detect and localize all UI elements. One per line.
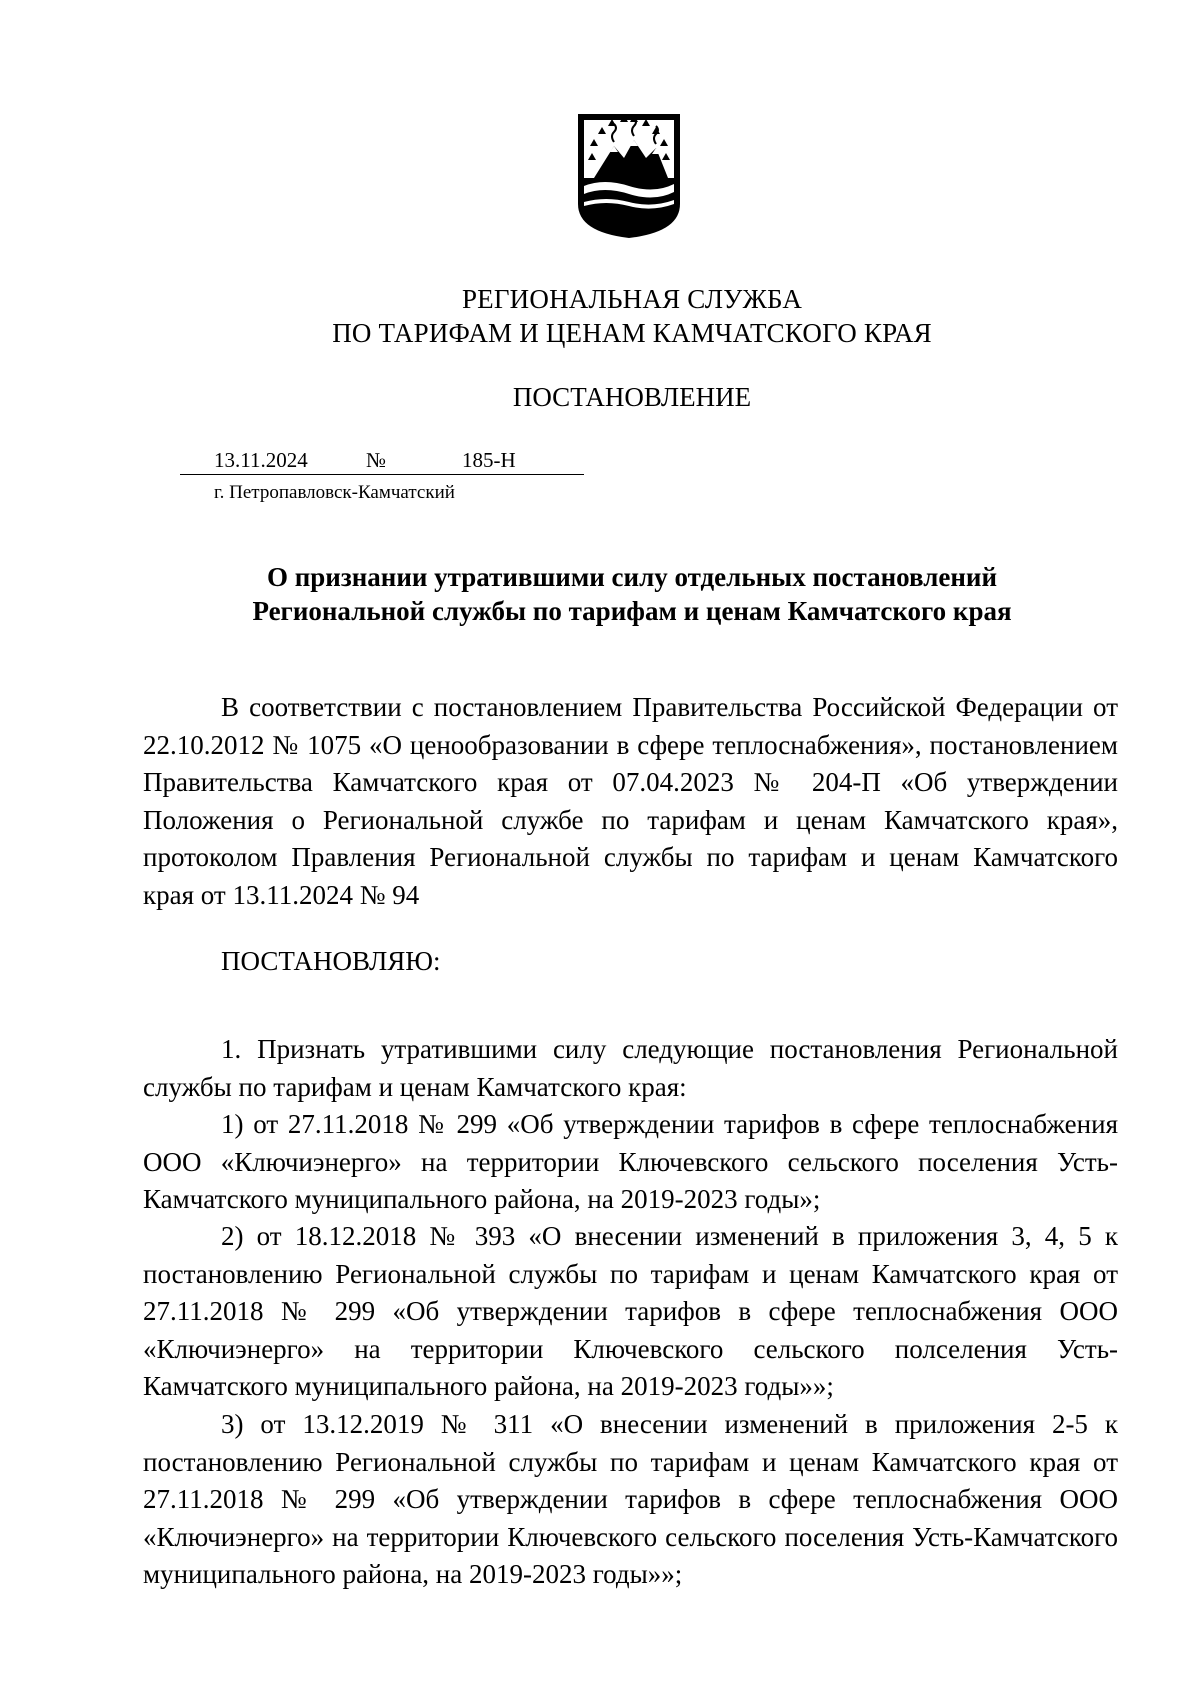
document-city: г. Петропавловск-Камчатский: [214, 482, 455, 503]
document-title-line2: Региональной службы по тарифам и ценам Камчатского края: [252, 596, 1012, 626]
number-sign: №: [366, 448, 387, 472]
clause-1-paragraph: 1. Признать утратившими силу следующие постановления Региональной службы по тарифам и ценам Камчатского края:: [143, 1034, 1118, 1102]
document-date-number-line: [180, 446, 584, 475]
agency-name-line1: РЕГИОНАЛЬНАЯ СЛУЖБА: [461, 284, 803, 314]
clause-1-subitem-1: 1) от 27.11.2018 № 299 «Об утверждении тарифов в сфере теплоснабжения ООО «Ключиэнерго» на территории Ключевского сельского поселения Усть-Камчатского муниципального района, на 2019-2023 годы»;: [143, 1109, 1118, 1214]
agency-name-line2: ПО ТАРИФАМ И ЦЕНАМ КАМЧАТСКОГО КРАЯ: [332, 318, 932, 348]
clause-1-subitem-2: 2) от 18.12.2018 № 393 «О внесении изменений в приложения 3, 4, 5 к постановлению Региональной службы по тарифам и ценам Камчатского края от 27.11.2018 № 299 «Об утверждении тарифов в сфере теплоснабжения ООО «Ключиэнерго» на территории Ключевского сельского полселения Усть-Камчатского муниципального района, на 2019-2023 годы»»;: [143, 1221, 1118, 1401]
kamchatka-coat-of-arms-icon: [576, 112, 682, 240]
document-type: ПОСТАНОВЛЕНИЕ: [512, 382, 752, 412]
document-date: 13.11.2024: [214, 448, 308, 472]
document-title-line1: О признании утратившими силу отдельных постановлений: [266, 562, 998, 592]
preamble-paragraph: В соответствии с постановлением Правительства Российской Федерации от 22.10.2012 № 1075 «О ценообразовании в сфере теплоснабжения», постановлением Правительства Камчатского края от 07.04.2023 № 204-П «Об утверждении Положения о Региональной службе по тарифам и ценам Камчатского края», протоколом Правления Региональной службы по тарифам и ценам Камчатского края от 13.11.2024 № 94: [143, 692, 1118, 910]
clause-1-subitem-3: 3) от 13.12.2019 № 311 «О внесении изменений в приложения 2-5 к постановлению Региональной службы по тарифам и ценам Камчатского края от 27.11.2018 № 299 «Об утверждении тарифов в сфере теплоснабжения ООО «Ключиэнерго» на территории Ключевского сельского поселения Усть-Камчатского муниципального района, на 2019-2023 годы»»;: [143, 1409, 1118, 1589]
document-number: 185-Н: [462, 448, 516, 472]
resolve-heading: ПОСТАНОВЛЯЮ:: [221, 946, 441, 976]
